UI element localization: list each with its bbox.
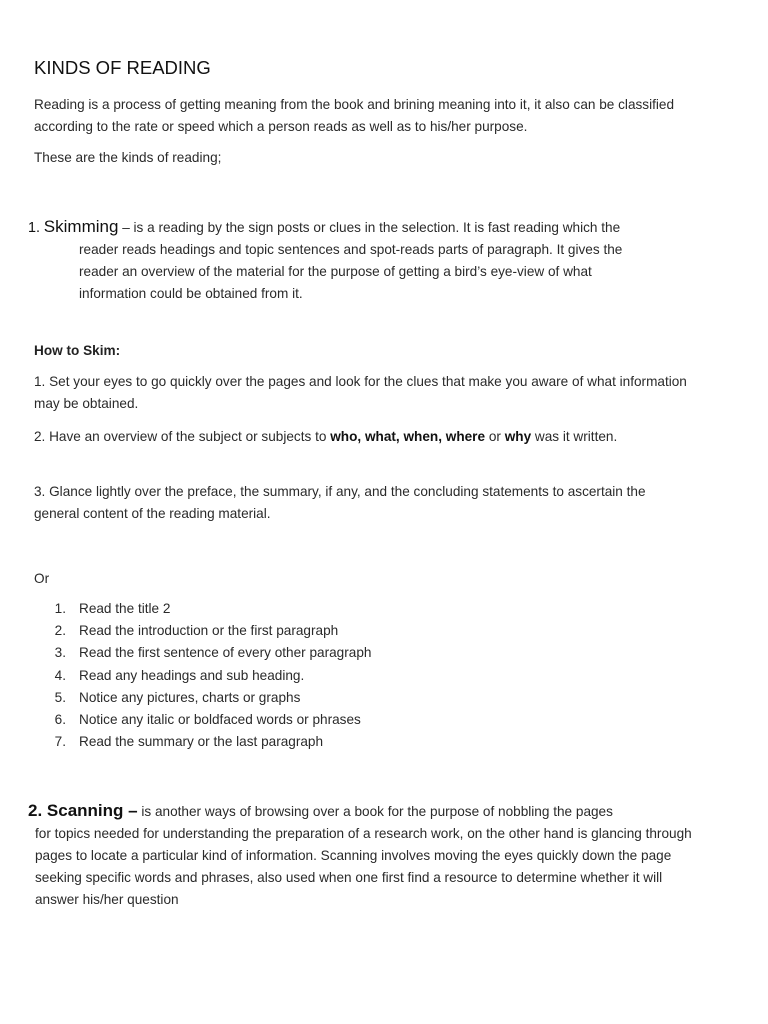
list-item-text: Notice any italic or boldfaced words or phrases bbox=[79, 711, 361, 727]
section-skimming-line: information could be obtained from it. bbox=[79, 286, 303, 301]
alt-steps-list bbox=[34, 598, 371, 753]
skim-step-2-post: was it written. bbox=[531, 429, 618, 444]
list-item bbox=[34, 731, 371, 753]
list-item-text: Read the title 2 bbox=[79, 601, 171, 616]
list-item-text: Read the first sentence of every other paragraph bbox=[79, 645, 372, 661]
list-item bbox=[34, 709, 371, 731]
section-skimming-first-line bbox=[28, 216, 728, 239]
intro-paragraph: Reading is a process of getting meaning from the book and brining meaning into it, it also can be classified according to the rate or speed which a person reads as well as to his/her purpose. bbox=[34, 97, 675, 134]
section-scanning-first-line bbox=[28, 800, 698, 823]
list-item-number: 1. bbox=[54, 601, 66, 616]
list-item-text: Read the introduction or the first paragraph bbox=[79, 623, 339, 639]
section-scanning-body: for topics needed for understanding the preparation of a research work, on the other hand is glancing through pages to locate a particular kind of information. Scanning involves moving the eyes quickly down the page seeking specific words and phrases, also used when one first find a resource to determine whether it will answer his/her question bbox=[35, 826, 692, 907]
list-item-text: Read any headings and sub heading. bbox=[79, 667, 305, 683]
list-item-number: 7. bbox=[54, 734, 66, 750]
skim-step-2-pre: 2. Have an overview of the subject or subjects to bbox=[34, 429, 331, 444]
skim-step-1: 1. Set your eyes to go quickly over the pages and look for the clues that make you aware of what information may be obtained. bbox=[34, 374, 687, 411]
list-item-number: 3. bbox=[54, 645, 66, 661]
skim-step-2-mid: or bbox=[485, 429, 505, 444]
list-item-text: Read the summary or the last paragraph bbox=[79, 734, 324, 750]
skim-step-2 bbox=[34, 426, 694, 448]
skim-step-2-bold-why: why bbox=[504, 429, 532, 444]
section-skimming bbox=[28, 216, 728, 305]
section-skimming-first-text: – is a reading by the sign posts or clues in the selection. It is fast reading which the bbox=[118, 220, 621, 235]
section-scanning bbox=[28, 800, 698, 911]
how-to-skim-heading: How to Skim: bbox=[34, 343, 121, 358]
list-item bbox=[34, 598, 371, 620]
or-label: Or bbox=[34, 571, 50, 586]
list-item bbox=[34, 620, 371, 642]
section-skimming-line: reader reads headings and topic sentences and spot-reads parts of paragraph. It gives the bbox=[79, 242, 623, 257]
section-number: 1. bbox=[28, 220, 41, 236]
section-heading-scanning: 2. Scanning – bbox=[28, 801, 138, 820]
list-item-number: 6. bbox=[54, 711, 66, 727]
list-item-text: Notice any pictures, charts or graphs bbox=[79, 689, 301, 705]
list-item bbox=[34, 642, 371, 664]
list-item-number: 5. bbox=[54, 689, 66, 705]
list-item bbox=[34, 665, 371, 687]
kinds-intro: These are the kinds of reading; bbox=[34, 150, 222, 165]
skim-step-3: 3. Glance lightly over the preface, the summary, if any, and the concluding statements to ascertain the general content of the reading material. bbox=[34, 484, 646, 521]
list-item-number: 2. bbox=[54, 623, 66, 639]
list-item-number: 4. bbox=[54, 667, 66, 683]
section-skimming-line: reader an overview of the material for the purpose of getting a bird’s eye-view of what bbox=[79, 264, 592, 279]
list-item bbox=[34, 687, 371, 709]
section-heading-skimming: Skimming bbox=[43, 217, 119, 236]
skim-step-2-bold-questions: who, what, when, where bbox=[330, 429, 486, 444]
page-title: KINDS OF READING bbox=[34, 57, 211, 78]
section-scanning-first-text: is another ways of browsing over a book for the purpose of nobbling the pages bbox=[137, 804, 613, 819]
